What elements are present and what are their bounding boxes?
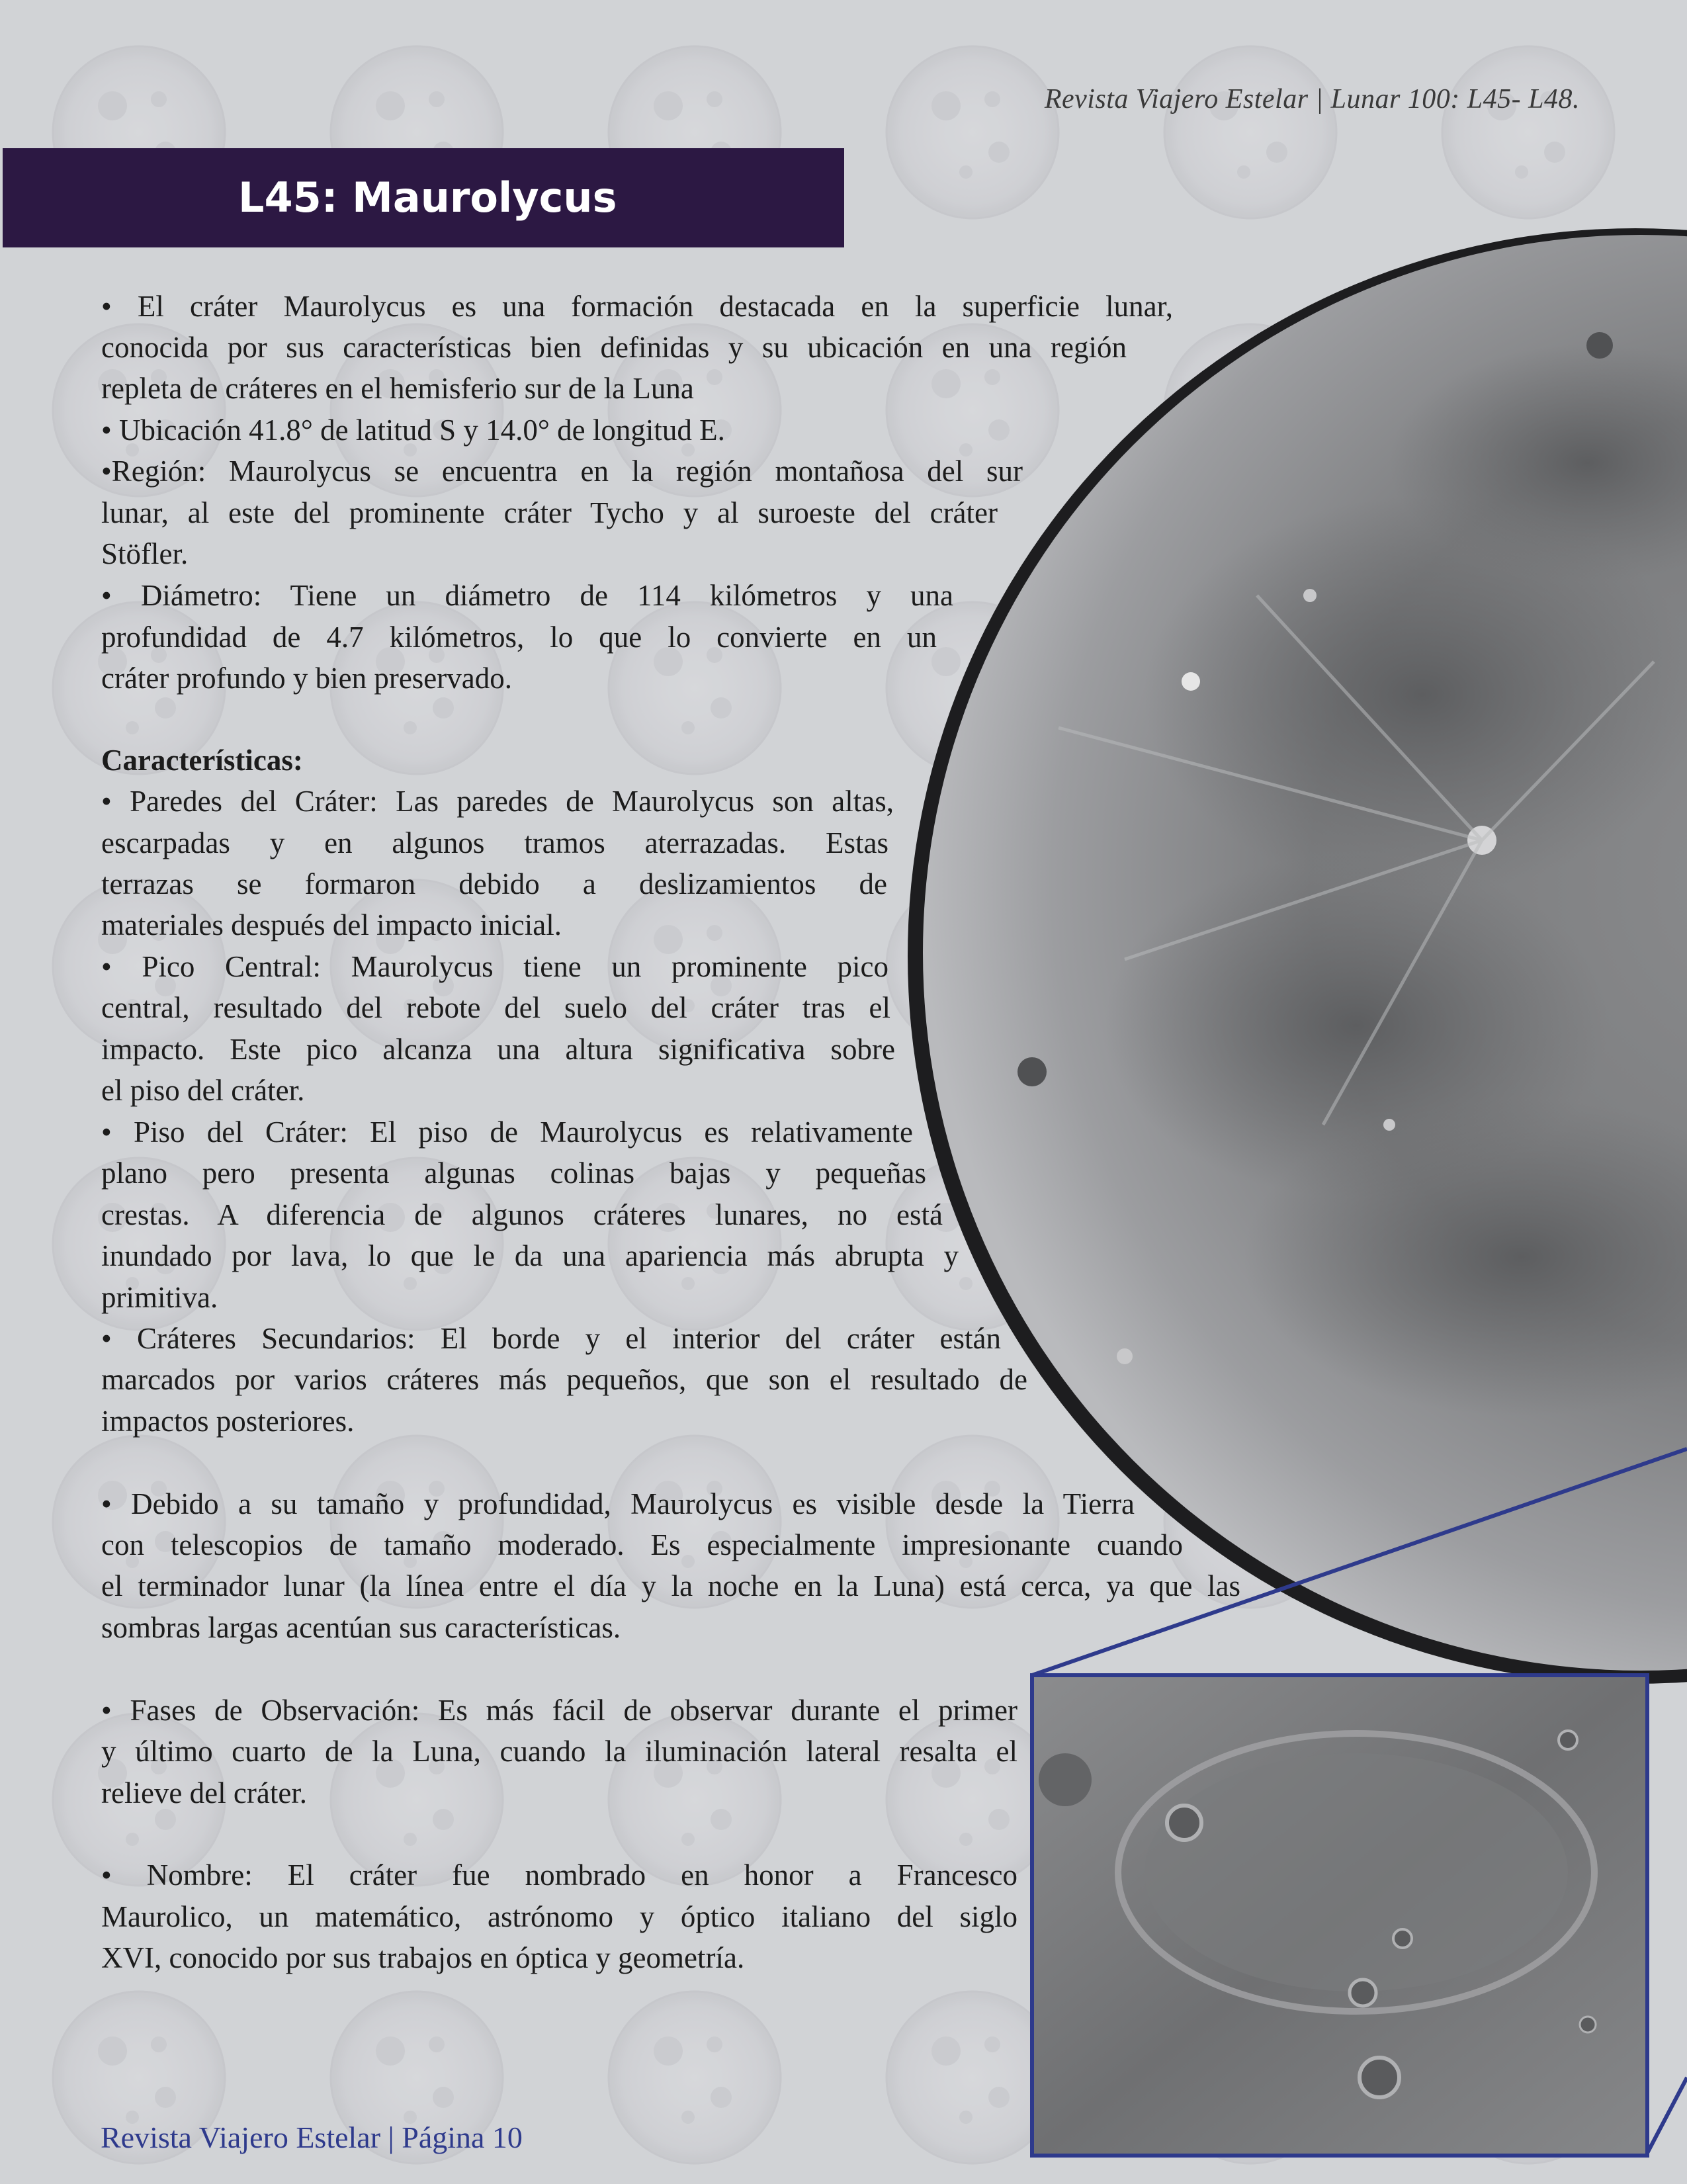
body-line: • Nombre: El cráter fue nombrado en honor a Francesco — [101, 1858, 1017, 1892]
body-line: profundidad de 4.7 kilómetros, lo que lo convierte en un — [101, 621, 937, 654]
callout-line-bottom — [1646, 2077, 1687, 2156]
body-line: • Fases de Observación: Es más fácil de observar durante el primer — [101, 1694, 1017, 1727]
body-line: lunar, al este del prominente cráter Tycho y al suroeste del cráter — [101, 496, 998, 529]
running-header: Revista Viajero Estelar | Lunar 100: L45- L48. — [1044, 84, 1580, 114]
body-line: repleta de cráteres en el hemisferio sur de la Luna — [101, 372, 694, 405]
body-line: • Diámetro: Tiene un diámetro de 114 kilómetros y una — [101, 579, 953, 612]
body-line: •Región: Maurolycus se encuentra en la región montañosa del sur — [101, 455, 1023, 488]
body-line: • Cráteres Secundarios: El borde y el interior del cráter están — [101, 1322, 1001, 1355]
body-line: • Ubicación 41.8° de latitud S y 14.0° de longitud E. — [101, 414, 725, 447]
body-line: el terminador lunar (la línea entre el día y la noche en la Luna) está cerca, ya que las — [101, 1569, 1240, 1602]
body-line: sombras largas acentúan sus características. — [101, 1611, 621, 1644]
body-line: • Paredes del Cráter: Las paredes de Maurolycus son altas, — [101, 785, 894, 818]
body-line: conocida por sus características bien definidas y su ubicación en una región — [101, 331, 1127, 364]
body-line: impacto. Este pico alcanza una altura significativa sobre — [101, 1033, 895, 1066]
footer: Revista Viajero Estelar | Página 10 — [101, 2120, 523, 2154]
body-line: plano pero presenta algunas colinas bajas y pequeñas — [101, 1157, 926, 1190]
body-line: el piso del cráter. — [101, 1074, 305, 1107]
body-line: impactos posteriores. — [101, 1405, 355, 1438]
body-line: central, resultado del rebote del suelo del cráter tras el — [101, 991, 890, 1024]
body-line: • Debido a su tamaño y profundidad, Maurolycus es visible desde la Tierra — [101, 1487, 1135, 1520]
body-line: escarpadas y en algunos tramos aterrazadas. Estas — [101, 826, 888, 859]
body-line: • El cráter Maurolycus es una formación destacada en la superficie lunar, — [101, 290, 1173, 323]
body-line: Stöfler. — [101, 537, 189, 570]
body-line: marcados por varios cráteres más pequeños, que son el resultado de — [101, 1363, 1027, 1396]
body-line: Maurolico, un matemático, astrónomo y óptico italiano del siglo — [101, 1900, 1017, 1933]
body-line: cráter profundo y bien preservado. — [101, 662, 512, 695]
body-line: inundado por lava, lo que le da una apariencia más abrupta y — [101, 1239, 959, 1272]
body-line: crestas. A diferencia de algunos cráteres lunares, no está — [101, 1198, 943, 1231]
body-line: • Piso del Cráter: El piso de Maurolycus es relativamente — [101, 1115, 913, 1149]
body-line: terrazas se formaron debido a deslizamientos de — [101, 867, 887, 900]
body-line: • Pico Central: Maurolycus tiene un prominente pico — [101, 950, 888, 983]
section-heading: Características: — [101, 744, 303, 777]
page-title: L45: Maurolycus — [238, 173, 617, 222]
body-line: XVI, conocido por sus trabajos en óptica y geometría. — [101, 1941, 745, 1974]
body-line: primitiva. — [101, 1281, 218, 1314]
body-line: con telescopios de tamaño moderado. Es especialmente impresionante cuando — [101, 1528, 1183, 1561]
body-line: relieve del cráter. — [101, 1776, 308, 1810]
body-line: materiales después del impacto inicial. — [101, 908, 562, 941]
body-line: y último cuarto de la Luna, cuando la iluminación lateral resalta el — [101, 1735, 1017, 1768]
